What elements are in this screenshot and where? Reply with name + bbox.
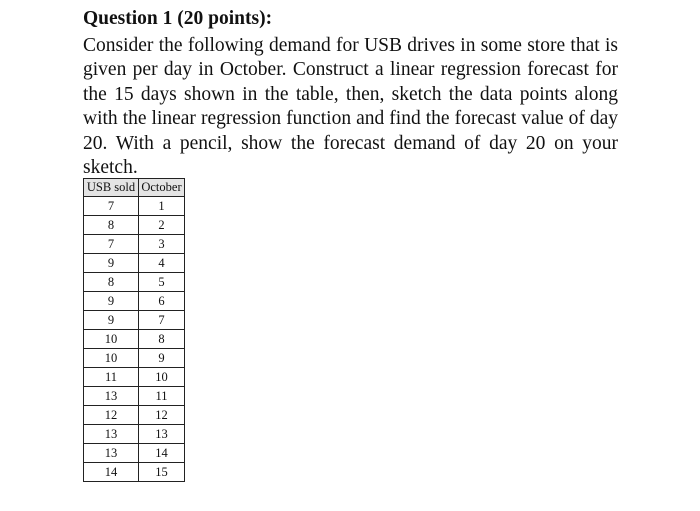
- table-row: [84, 197, 185, 216]
- october-day-cell: 9: [139, 349, 185, 368]
- october-day-cell: 15: [139, 463, 185, 482]
- october-day-cell: 4: [139, 254, 185, 273]
- usb-sold-cell: 13: [84, 425, 139, 444]
- table-row: [84, 311, 185, 330]
- october-day-cell: 12: [139, 406, 185, 425]
- usb-sold-cell: 8: [84, 273, 139, 292]
- table-row: [84, 235, 185, 254]
- usb-sold-cell: 11: [84, 368, 139, 387]
- october-day-cell: 13: [139, 425, 185, 444]
- usb-sold-cell: 9: [84, 254, 139, 273]
- table-row: [84, 387, 185, 406]
- usb-sold-cell: 13: [84, 387, 139, 406]
- october-day-cell: 1: [139, 197, 185, 216]
- table-row: [84, 406, 185, 425]
- header-october: October: [139, 179, 185, 197]
- usb-sold-cell: 8: [84, 216, 139, 235]
- usb-sold-cell: 7: [84, 197, 139, 216]
- table-row: [84, 254, 185, 273]
- table-row: [84, 216, 185, 235]
- table-row: [84, 330, 185, 349]
- usb-sold-cell: 7: [84, 235, 139, 254]
- table-row: [84, 368, 185, 387]
- demand-table: [83, 178, 185, 482]
- table-row: [84, 425, 185, 444]
- header-usb-sold: USB sold: [84, 179, 139, 197]
- table-row: [84, 463, 185, 482]
- october-day-cell: 3: [139, 235, 185, 254]
- october-day-cell: 5: [139, 273, 185, 292]
- october-day-cell: 11: [139, 387, 185, 406]
- october-day-cell: 8: [139, 330, 185, 349]
- october-day-cell: 7: [139, 311, 185, 330]
- usb-sold-cell: 10: [84, 349, 139, 368]
- october-day-cell: 2: [139, 216, 185, 235]
- usb-sold-cell: 14: [84, 463, 139, 482]
- usb-sold-cell: 9: [84, 292, 139, 311]
- table-row: [84, 292, 185, 311]
- question-title: Question 1 (20 points):: [83, 8, 273, 29]
- october-day-cell: 14: [139, 444, 185, 463]
- question-body: Consider the following demand for USB drives in some store that is given per day in October. Construct a linear regression forecast for the 15 days shown in the table, then, sketch the data points along with the linear regression function and find the forecast value of day 20. With a pencil, show the forecast demand of day 20 on your sketch.: [83, 35, 618, 179]
- table-row: [84, 444, 185, 463]
- table-row: [84, 349, 185, 368]
- table-row: [84, 273, 185, 292]
- usb-sold-cell: 12: [84, 406, 139, 425]
- october-day-cell: 6: [139, 292, 185, 311]
- usb-sold-cell: 13: [84, 444, 139, 463]
- october-day-cell: 10: [139, 368, 185, 387]
- table-header-row: [84, 179, 185, 197]
- usb-sold-cell: 10: [84, 330, 139, 349]
- usb-sold-cell: 9: [84, 311, 139, 330]
